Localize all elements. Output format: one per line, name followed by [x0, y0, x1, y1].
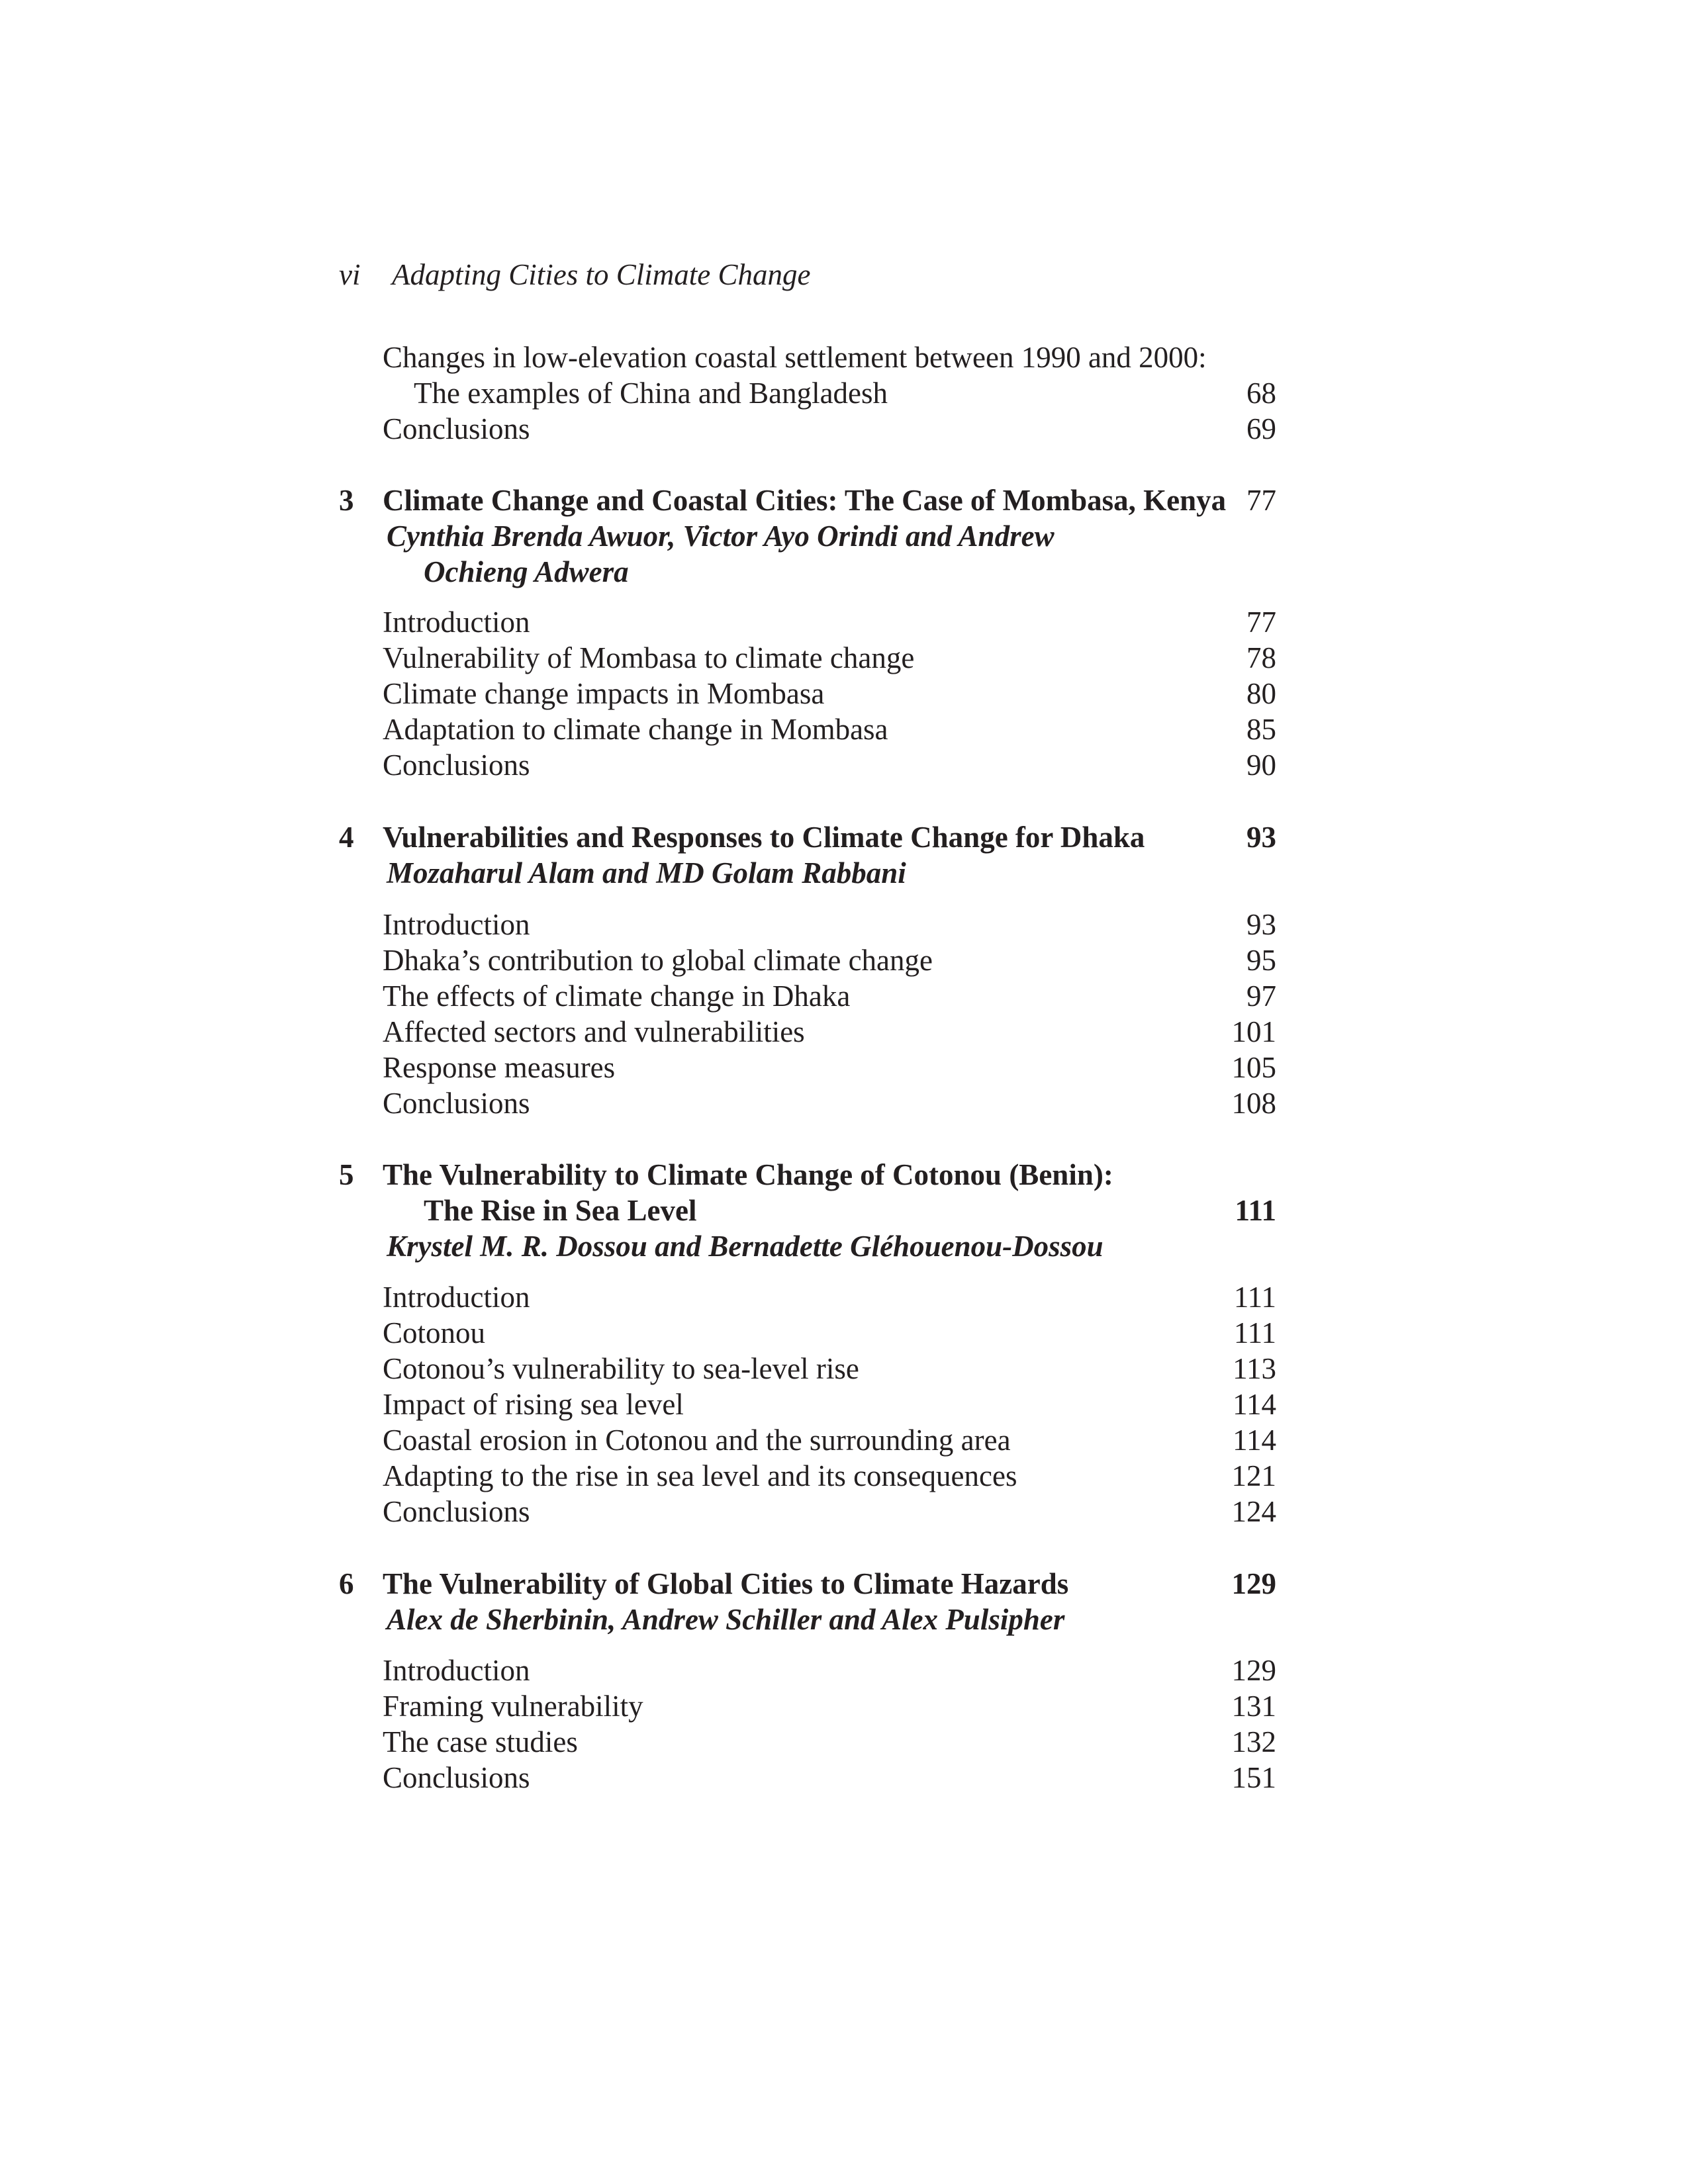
page-number: 114: [1233, 1424, 1276, 1457]
chapter-authors: [0, 518, 1688, 555]
chapter-authors: [0, 1601, 1688, 1638]
chapter-title: The Vulnerability to Climate Change of Cotonou (Benin):: [383, 1158, 1113, 1191]
toc-entry[interactable]: [0, 410, 1688, 447]
section-title: Introduction: [383, 606, 530, 639]
authors: Alex de Sherbinin, Andrew Schiller and Alex Pulsipher: [387, 1603, 1065, 1636]
chapter-number: 6: [339, 1567, 354, 1600]
section-title: Coastal erosion in Cotonou and the surrounding area: [383, 1424, 1011, 1457]
page-number: 90: [1246, 749, 1276, 782]
toc-entry[interactable]: [0, 675, 1688, 712]
chapter-heading[interactable]: [0, 819, 1688, 856]
chapter-title: Vulnerabilities and Responses to Climate Change for Dhaka: [383, 821, 1145, 854]
page-number: 129: [1231, 1654, 1276, 1687]
section-title: Conclusions: [383, 1495, 530, 1528]
toc-entry[interactable]: [0, 339, 1688, 376]
toc-entry[interactable]: [0, 1759, 1688, 1796]
page-number: 68: [1246, 377, 1276, 410]
page-number: 93: [1246, 821, 1276, 854]
page-number: 113: [1233, 1352, 1276, 1385]
section-title: Affected sectors and vulnerabilities: [383, 1015, 805, 1048]
authors: Ochieng Adwera: [424, 555, 629, 588]
chapter-title: Climate Change and Coastal Cities: The Case of Mombasa, Kenya: [383, 484, 1227, 517]
toc-entry[interactable]: [0, 1688, 1688, 1725]
section-title: Cotonou: [383, 1316, 486, 1349]
toc-entry[interactable]: [0, 1350, 1688, 1387]
toc-entry[interactable]: [0, 1013, 1688, 1050]
page-number: 80: [1246, 677, 1276, 710]
toc-entry[interactable]: [0, 604, 1688, 641]
page-number: 151: [1231, 1761, 1276, 1794]
page-number: 78: [1246, 641, 1276, 674]
page-number: 132: [1231, 1725, 1276, 1758]
chapter-number: 4: [339, 821, 354, 854]
toc-entry[interactable]: [0, 747, 1688, 784]
toc-entry[interactable]: [0, 942, 1688, 979]
chapter-title: The Rise in Sea Level: [424, 1194, 697, 1227]
chapter-number: 5: [339, 1158, 354, 1191]
toc-entry[interactable]: [0, 1314, 1688, 1351]
section-title: Adaptation to climate change in Mombasa: [383, 713, 888, 746]
toc-entry-continuation[interactable]: [0, 375, 1688, 412]
section-title: Introduction: [383, 908, 530, 941]
page-number: 77: [1246, 606, 1276, 639]
page-number: 93: [1246, 908, 1276, 941]
chapter-authors-continuation: [0, 553, 1688, 590]
page-folio: vi: [339, 258, 361, 291]
chapter-heading[interactable]: [0, 482, 1688, 519]
section-title: Response measures: [383, 1051, 616, 1084]
section-title: Conclusions: [383, 749, 530, 782]
toc-entry[interactable]: [0, 906, 1688, 943]
page-number: 77: [1246, 484, 1276, 517]
toc-entry[interactable]: [0, 1652, 1688, 1689]
page-number: 111: [1233, 1281, 1276, 1314]
toc-entry[interactable]: [0, 639, 1688, 676]
toc-entry[interactable]: [0, 1422, 1688, 1459]
toc-entry[interactable]: [0, 711, 1688, 748]
section-title: Conclusions: [383, 412, 530, 445]
toc-entry[interactable]: [0, 1049, 1688, 1086]
page-number: 97: [1246, 979, 1276, 1013]
page-number: 129: [1231, 1567, 1276, 1600]
section-title: Impact of rising sea level: [383, 1388, 684, 1421]
section-title: The case studies: [383, 1725, 578, 1758]
page-number: 124: [1231, 1495, 1276, 1528]
book-title: Adapting Cities to Climate Change: [392, 258, 811, 291]
page-number: 131: [1231, 1690, 1276, 1723]
section-title: Vulnerability of Mombasa to climate change: [383, 641, 915, 674]
section-title: Changes in low-elevation coastal settlement between 1990 and 2000:: [383, 341, 1207, 374]
running-head: [339, 255, 810, 295]
chapter-number: 3: [339, 484, 354, 517]
chapter-authors: [0, 1228, 1688, 1265]
page-number: 108: [1231, 1087, 1276, 1120]
section-title: The effects of climate change in Dhaka: [383, 979, 851, 1013]
section-title: Adapting to the rise in sea level and its consequences: [383, 1459, 1017, 1492]
section-title: Climate change impacts in Mombasa: [383, 677, 825, 710]
toc-entry[interactable]: [0, 1386, 1688, 1423]
page-number: 105: [1231, 1051, 1276, 1084]
authors: Mozaharul Alam and MD Golam Rabbani: [387, 856, 906, 889]
section-title: Introduction: [383, 1281, 530, 1314]
toc-entry[interactable]: [0, 1279, 1688, 1316]
page-number: 69: [1246, 412, 1276, 445]
chapter-heading[interactable]: [0, 1565, 1688, 1602]
page-number: 101: [1231, 1015, 1276, 1048]
page-number: 111: [1233, 1316, 1276, 1349]
toc-entry[interactable]: [0, 1493, 1688, 1530]
page-number: 95: [1246, 944, 1276, 977]
chapter-heading-continuation[interactable]: [0, 1192, 1688, 1229]
chapter-title: The Vulnerability of Global Cities to Climate Hazards: [383, 1567, 1069, 1600]
page-number: 85: [1246, 713, 1276, 746]
chapter-heading[interactable]: [0, 1156, 1688, 1193]
section-title: Conclusions: [383, 1761, 530, 1794]
section-title: Framing vulnerability: [383, 1690, 643, 1723]
section-title: Conclusions: [383, 1087, 530, 1120]
authors: Krystel M. R. Dossou and Bernadette Gléhouenou-Dossou: [387, 1230, 1103, 1263]
toc-entry[interactable]: [0, 978, 1688, 1015]
toc-entry[interactable]: [0, 1723, 1688, 1760]
toc-entry[interactable]: [0, 1085, 1688, 1122]
section-title: Cotonou’s vulnerability to sea-level rise: [383, 1352, 859, 1385]
page-number: 111: [1235, 1194, 1276, 1227]
section-title: The examples of China and Bangladesh: [414, 377, 888, 410]
section-title: Dhaka’s contribution to global climate change: [383, 944, 933, 977]
page-number: 121: [1231, 1459, 1276, 1492]
chapter-authors: [0, 854, 1688, 891]
authors: Cynthia Brenda Awuor, Victor Ayo Orindi and Andrew: [387, 520, 1055, 553]
toc-entry[interactable]: [0, 1457, 1688, 1494]
section-title: Introduction: [383, 1654, 530, 1687]
page-number: 114: [1233, 1388, 1276, 1421]
